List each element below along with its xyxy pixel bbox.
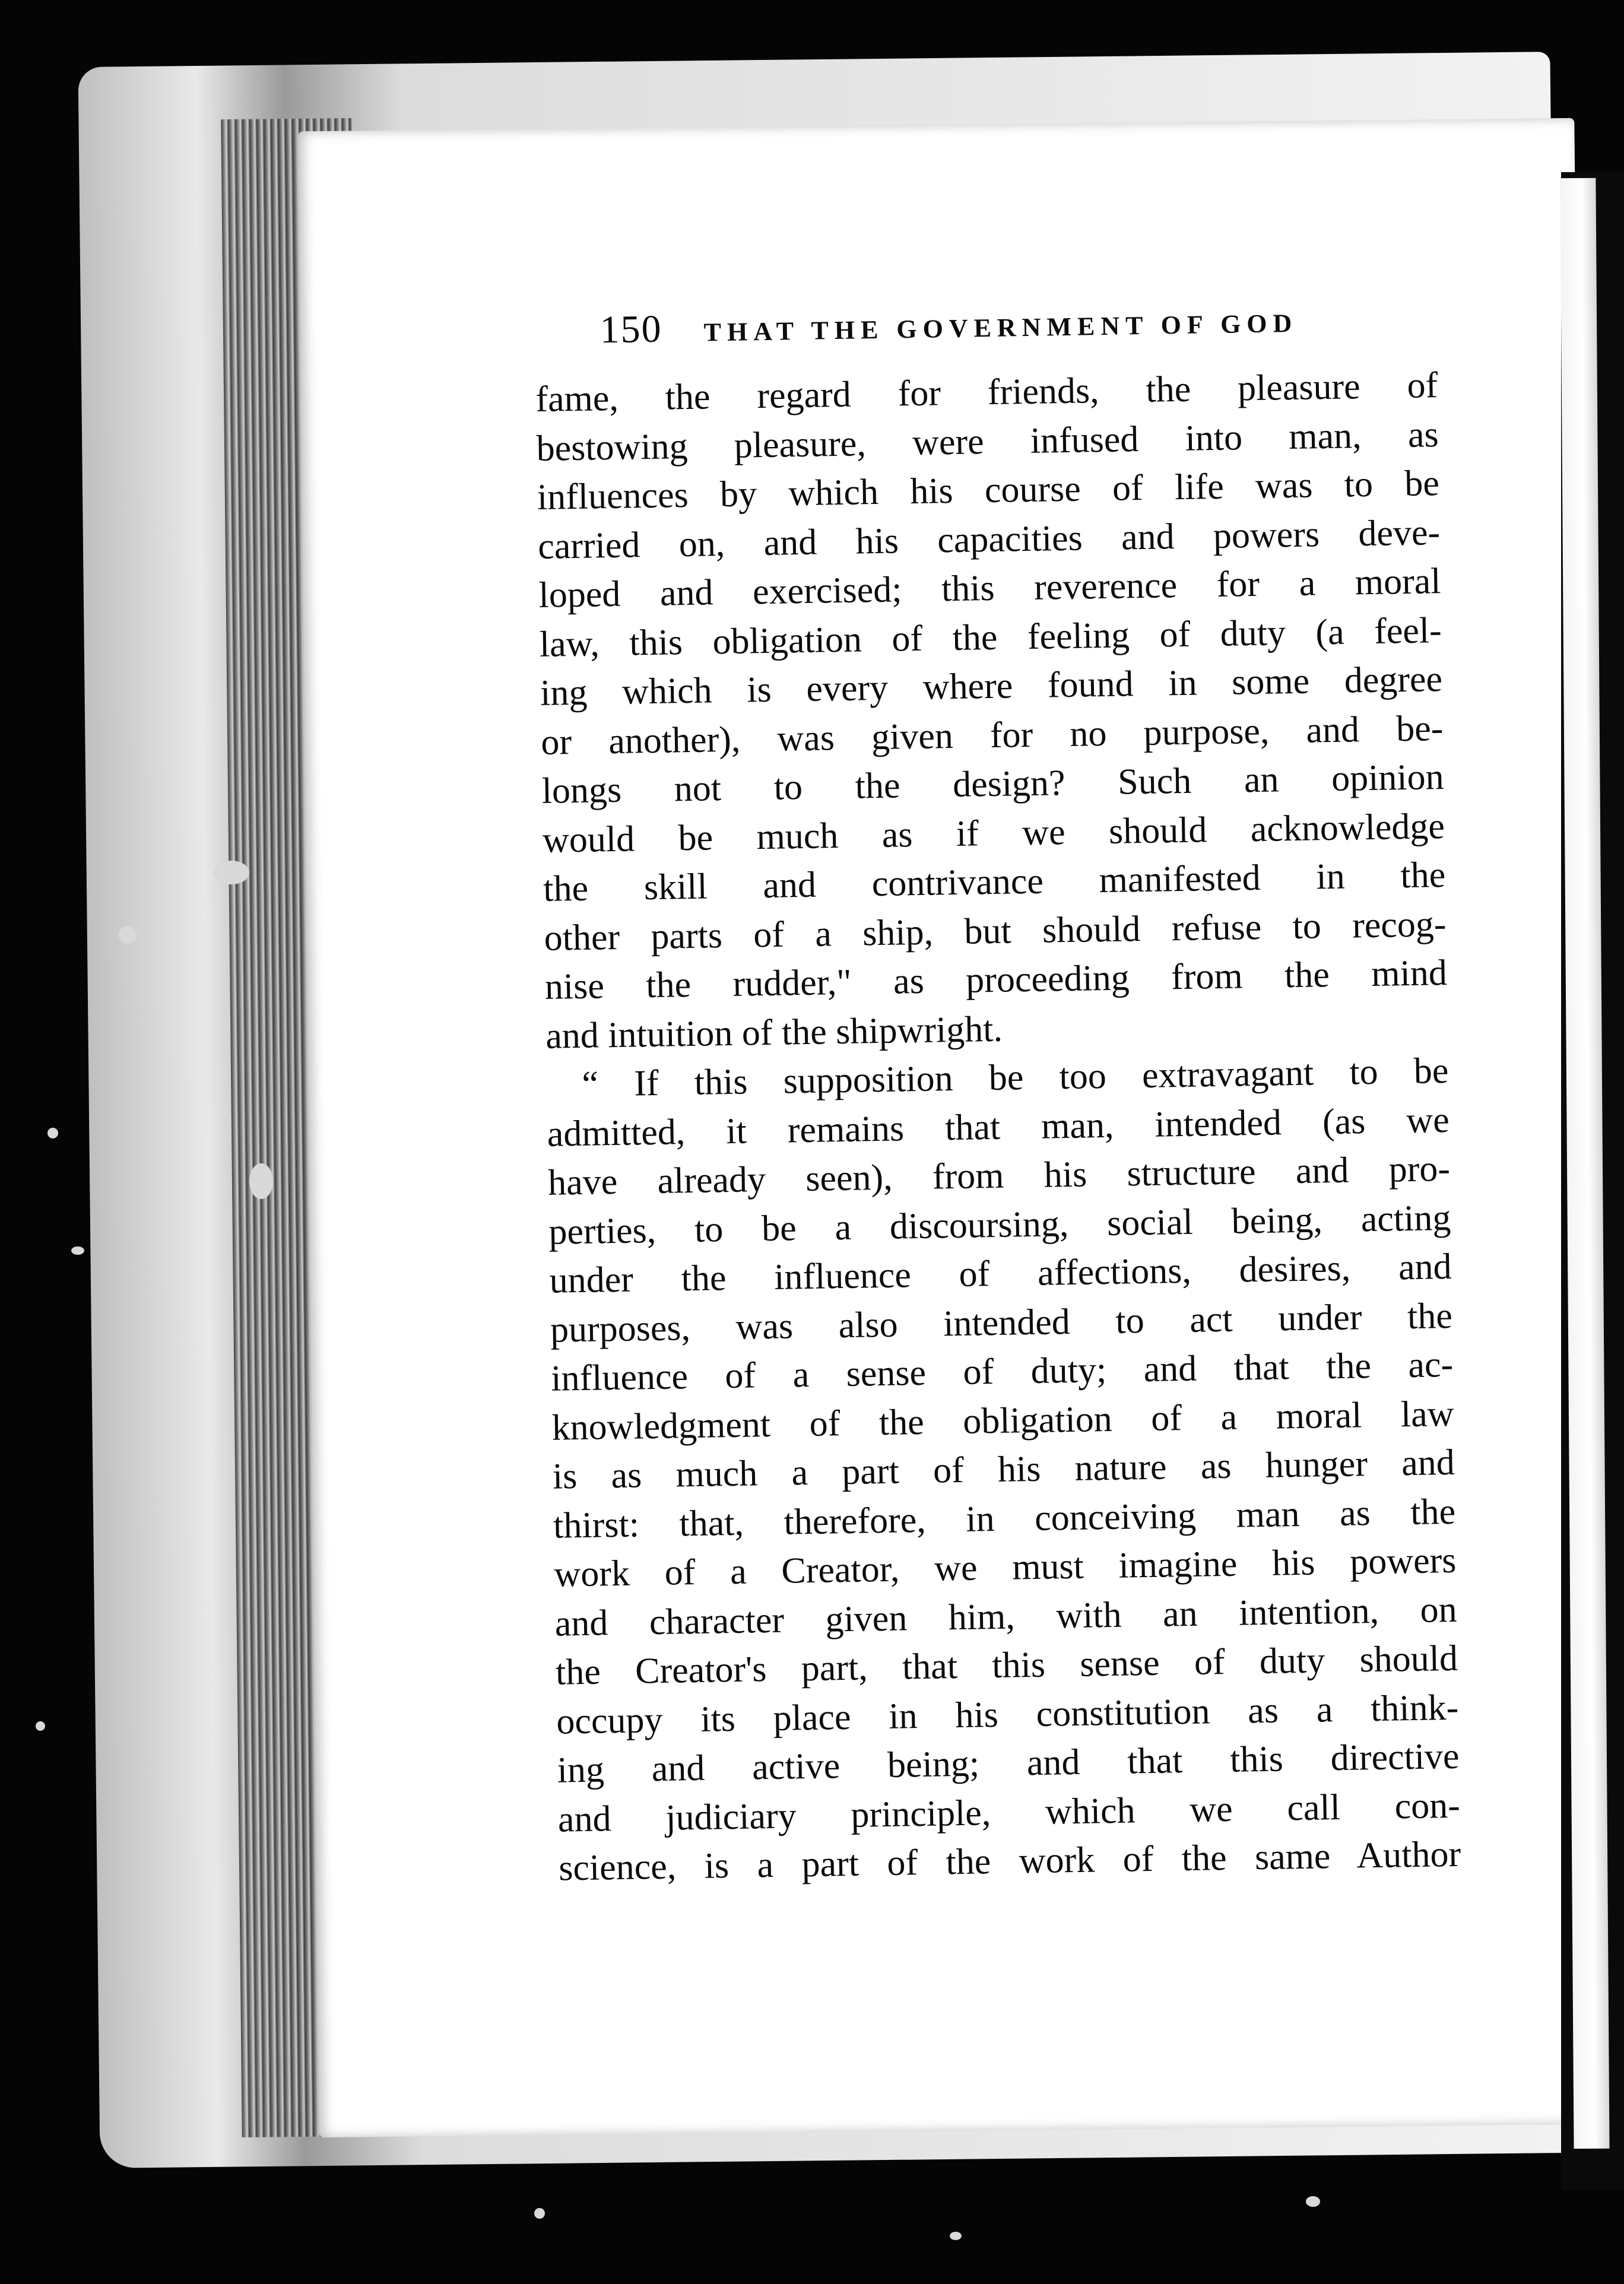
text-line: under the influence of affections, desires, and (549, 1246, 1452, 1301)
text-line: influence of a sense of duty; and that the ac- (550, 1344, 1454, 1399)
text-line: and intuition of the shipwright. (545, 1008, 1003, 1057)
running-head: THAT THE GOVERNMENT OF GOD (703, 308, 1298, 347)
text-line: is as much a part of his nature as hunger and (552, 1442, 1455, 1497)
dust-speck (36, 1721, 45, 1731)
text-line: law, this obligation of the feeling of duty (a feel- (539, 610, 1442, 665)
dust-speck (214, 861, 249, 884)
text-line: would be much as if we should acknowledge (542, 805, 1445, 861)
text-line: purposes, was also intended to act under the (550, 1295, 1453, 1350)
dust-speck (249, 1163, 273, 1199)
paragraph-2 (546, 1046, 1461, 1893)
text-line: bestowing pleasure, were infused into man, as (536, 414, 1439, 469)
text-line: carried on, and his capacities and powers deve- (537, 512, 1441, 567)
dust-speck (47, 1128, 58, 1138)
text-line: the Creator's part, that this sense of duty should (555, 1638, 1458, 1693)
text-line: “ If this supposition be too extravagant to be (582, 1050, 1449, 1105)
dust-speck (950, 2232, 962, 2240)
page-text (534, 294, 1461, 1893)
dust-speck (534, 2208, 545, 2219)
text-line: nise the rudder," as proceeding from the mind (544, 952, 1448, 1007)
text-line: perties, to be a discoursing, social being, acting (548, 1197, 1451, 1252)
text-line: the skill and contrivance manifested in the (543, 855, 1446, 909)
dust-speck (1306, 2196, 1320, 2207)
text-line: ing and active being; and that this directive (557, 1736, 1460, 1791)
text-line: have already seen), from his structure and pro- (547, 1148, 1451, 1203)
text-line: influences by which his course of life was to be (537, 463, 1440, 518)
text-line: and judiciary principle, which we call con- (557, 1785, 1461, 1840)
paragraph-1 (535, 361, 1448, 1061)
text-line: occupy its place in his constitution as a think- (556, 1687, 1459, 1742)
text-line: and character given him, with an intention, on (554, 1589, 1458, 1644)
dust-speck (119, 926, 137, 944)
text-line: other parts of a ship, but should refuse to recog- (544, 903, 1447, 959)
text-line: or another), was given for no purpose, and be- (540, 708, 1444, 763)
text-line: ing which is every where found in some degree (540, 659, 1443, 713)
text-line: knowledgment of the obligation of a moral law (551, 1393, 1454, 1448)
text-line: work of a Creator, we must imagine his powers (553, 1540, 1457, 1595)
text-line: fame, the regard for friends, the pleasure of (535, 365, 1438, 420)
text-line: thirst: that, therefore, in conceiving man as the (553, 1491, 1456, 1546)
text-line: science, is a part of the work of the same Author (558, 1833, 1461, 1889)
page-number: 150 (600, 307, 663, 352)
text-line: longs not to the design? Such an opinion (541, 757, 1445, 811)
text-line: loped and exercised; this reverence for a moral (538, 561, 1441, 616)
dust-speck (71, 1246, 84, 1255)
text-line: admitted, it remains that man, intended (as we (547, 1099, 1450, 1154)
